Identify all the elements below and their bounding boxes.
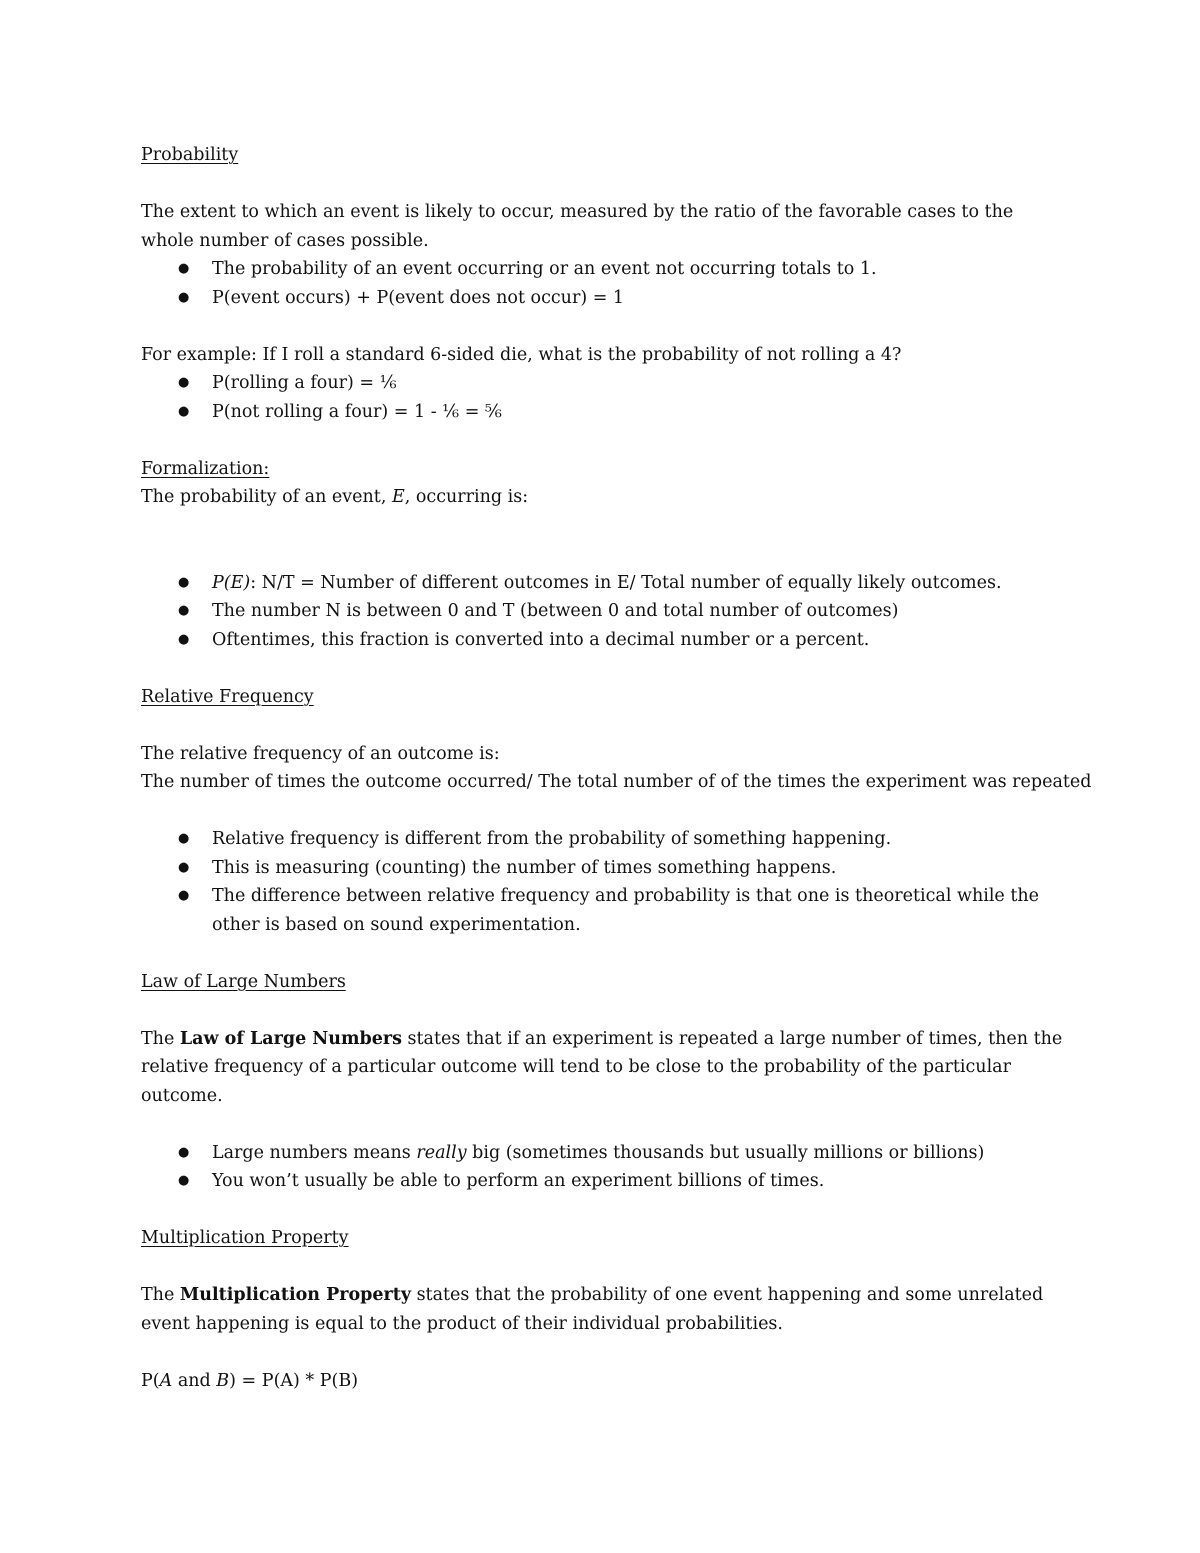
multiplication-property-paragraph: The Multiplication Property states that the probability of one event happening and some unrelated event happening is equal to the product of their individual probabilities. <box>141 1285 1044 1334</box>
law-of-large-numbers-paragraph: The Law of Large Numbers states that if an experiment is repeated a large number of times, then the relative frequency of a particular outcome will tend to be close to the probability of the particular outcome. <box>141 1028 1063 1106</box>
document-content <box>141 141 1092 1395</box>
emphasis-really: really <box>416 1142 467 1163</box>
pe-label: P(E) <box>212 572 251 593</box>
relative-frequency-bullets <box>141 825 1071 939</box>
relative-frequency-line2: The number of times the outcome occurred/ The total number of of the times the experiment was repeated <box>141 772 1092 792</box>
bullet-icon: ● <box>178 831 190 846</box>
bullet-icon: ● <box>178 1173 190 1188</box>
list-item: ● This is measuring (counting) the number of times something happens. <box>141 854 1071 883</box>
event-variable: E <box>391 487 405 507</box>
law-bullets <box>141 1139 1071 1196</box>
list-item: ● Relative frequency is different from the probability of something happening. <box>141 825 1071 854</box>
list-item: ● P(not rolling a four) = 1 - ⅙ = ⅚ <box>141 398 1071 427</box>
list-item: ● The difference between relative frequency and probability is that one is theoretical while the other is based on sound experimentation. <box>141 882 1071 939</box>
bullet-icon: ● <box>178 261 190 276</box>
probability-definition: The extent to which an event is likely to occur, measured by the ratio of the favorable cases to the whole number of cases possible. <box>141 202 1014 251</box>
heading-formalization: Formalization: <box>141 458 270 479</box>
list-item: ● Large numbers means really big (sometimes thousands but usually millions or billions) <box>141 1139 1071 1168</box>
list-item: ● P(event occurs) + P(event does not occur) = 1 <box>141 284 1071 313</box>
heading-multiplication-property: Multiplication Property <box>141 1228 349 1248</box>
spacer <box>141 711 1071 740</box>
spacer <box>141 312 1071 341</box>
multiplication-formula: P(A and B) = P(A) * P(B) <box>141 1370 359 1391</box>
list-item: ● The number N is between 0 and T (between 0 and total number of outcomes) <box>141 597 1071 626</box>
term-multiplication-property: Multiplication Property <box>179 1285 411 1305</box>
formalization-intro: The probability of an event, E, occurring is: <box>141 487 529 507</box>
bullet-icon: ● <box>178 631 190 647</box>
bullet-icon: ● <box>178 375 190 390</box>
bullet-icon: ● <box>178 403 190 419</box>
heading-probability: Probability <box>141 145 239 165</box>
spacer <box>141 797 1071 826</box>
formalization-bullets <box>141 569 1071 655</box>
spacer <box>141 1338 1071 1367</box>
bullet-icon: ● <box>178 888 190 903</box>
bullet-icon: ● <box>178 574 190 590</box>
list-item: ● Oftentimes, this fraction is converted into a decimal number or a percent. <box>141 626 1071 655</box>
probability-example: For example: If I roll a standard 6-sided die, what is the probability of not rolling a 4? <box>141 344 902 365</box>
list-item: ● The probability of an event occurring or an event not occurring totals to 1. <box>141 255 1071 284</box>
list-item: ● P(rolling a four) = ⅙ <box>141 369 1071 398</box>
spacer <box>141 1196 1071 1225</box>
spacer <box>141 939 1071 968</box>
spacer <box>141 512 1071 569</box>
heading-law-of-large-numbers: Law of Large Numbers <box>141 971 346 992</box>
heading-relative-frequency: Relative Frequency <box>141 686 314 707</box>
spacer <box>141 654 1071 683</box>
list-item: ● P(E): N/T = Number of different outcomes in E/ Total number of equally likely outcomes. <box>141 569 1071 598</box>
bullet-icon: ● <box>178 1144 190 1160</box>
bullet-icon: ● <box>178 859 190 875</box>
spacer <box>141 170 1071 199</box>
probability-bullets <box>141 255 1071 312</box>
example-bullets <box>141 369 1071 426</box>
bullet-icon: ● <box>178 603 190 618</box>
spacer <box>141 426 1071 455</box>
relative-frequency-line1: The relative frequency of an outcome is: <box>141 743 500 764</box>
list-item: ● You won’t usually be able to perform an experiment billions of times. <box>141 1167 1071 1196</box>
term-law-of-large-numbers: Law of Large Numbers <box>179 1028 402 1049</box>
bullet-icon: ● <box>178 289 190 305</box>
spacer <box>141 1110 1071 1139</box>
spacer <box>141 996 1071 1025</box>
spacer <box>141 1253 1071 1282</box>
